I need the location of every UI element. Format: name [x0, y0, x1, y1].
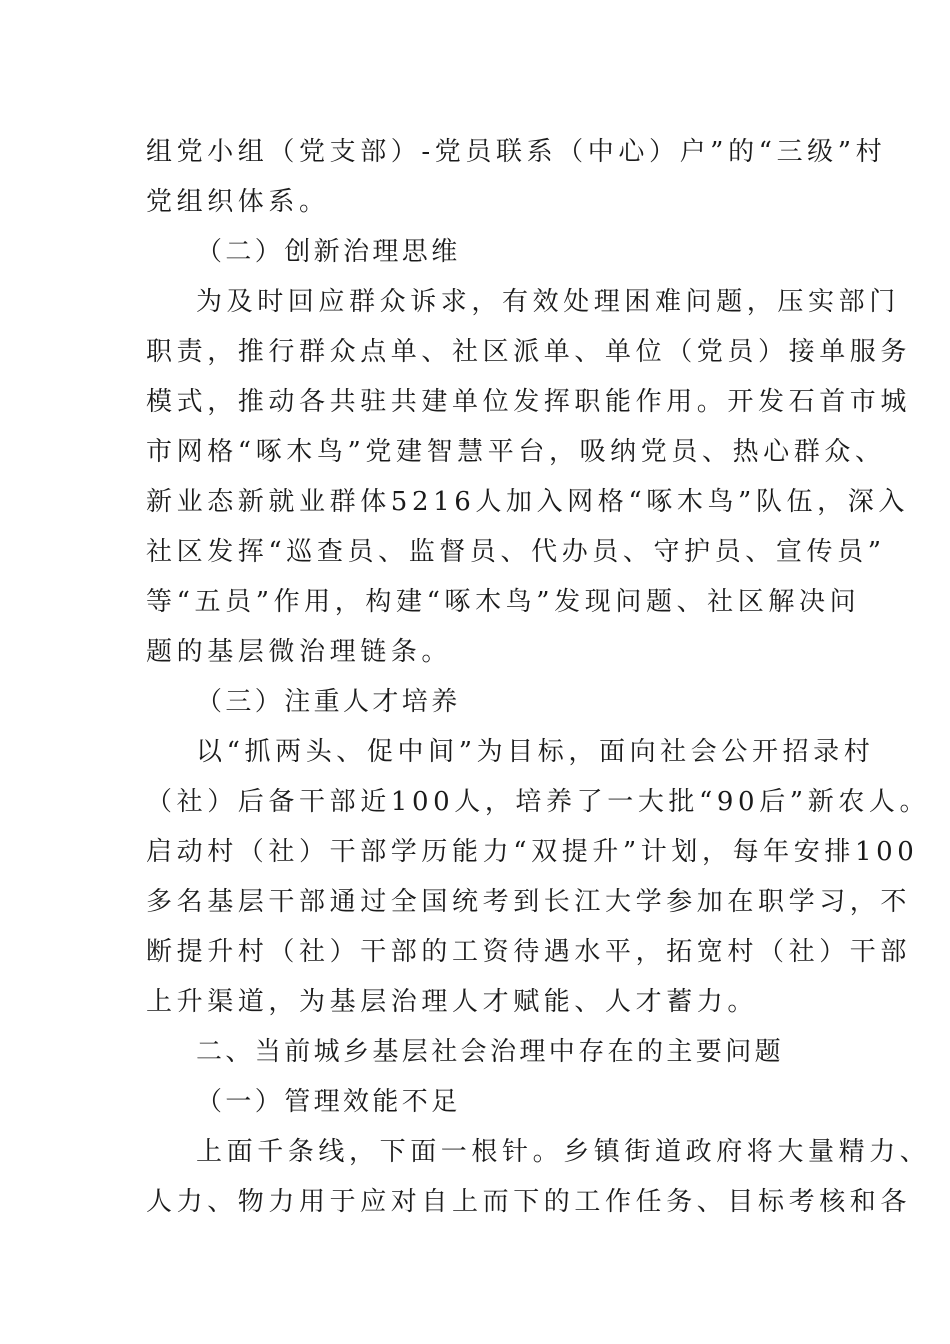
chapter-heading: 二、当前城乡基层社会治理中存在的主要问题 — [196, 1037, 785, 1067]
paragraph-line: 人力、物力用于应对自上而下的工作任务、目标考核和各 — [146, 1187, 912, 1217]
paragraph-line: 上面千条线，下面一根针。乡镇街道政府将大量精力、 — [196, 1137, 931, 1167]
paragraph-line: 组党小组（党支部）-党员联系（中心）户”的“三级”村 — [146, 137, 887, 167]
paragraph-line: 为及时回应群众诉求，有效处理困难问题，压实部门 — [196, 287, 900, 317]
paragraph-line: 模式，推动各共驻共建单位发挥职能作用。开发石首市城 — [146, 387, 912, 417]
paragraph-line: 等“五员”作用，构建“啄木鸟”发现问题、社区解决问 — [146, 587, 861, 617]
paragraph-line: 上升渠道，为基层治理人才赋能、人才蓄力。 — [146, 987, 759, 1017]
paragraph-line: 以“抓两头、促中间”为目标，面向社会公开招录村 — [196, 737, 875, 767]
paragraph-line: 社区发挥“巡查员、监督员、代办员、守护员、宣传员” — [146, 537, 886, 567]
paragraph-line: （社）后备干部近100人，培养了一大批“90后”新农人。 — [146, 787, 931, 817]
section-heading: （三）注重人才培养 — [196, 687, 461, 717]
section-heading: （二）创新治理思维 — [196, 237, 461, 267]
section-heading: （一）管理效能不足 — [196, 1087, 461, 1117]
paragraph-line: 断提升村（社）干部的工资待遇水平，拓宽村（社）干部 — [146, 937, 912, 967]
paragraph-line: 题的基层微治理链条。 — [146, 637, 453, 667]
paragraph-line: 多名基层干部通过全国统考到长江大学参加在职学习，不 — [146, 887, 912, 917]
paragraph-line: 职责，推行群众点单、社区派单、单位（党员）接单服务 — [146, 337, 912, 367]
paragraph-line: 启动村（社）干部学历能力“双提升”计划，每年安排100 — [146, 837, 919, 867]
paragraph-line: 新业态新就业群体5216人加入网格“啄木鸟”队伍，深入 — [146, 487, 909, 517]
paragraph-line: 市网格“啄木鸟”党建智慧平台，吸纳党员、热心群众、 — [146, 437, 886, 467]
paragraph-line: 党组织体系。 — [146, 187, 330, 217]
